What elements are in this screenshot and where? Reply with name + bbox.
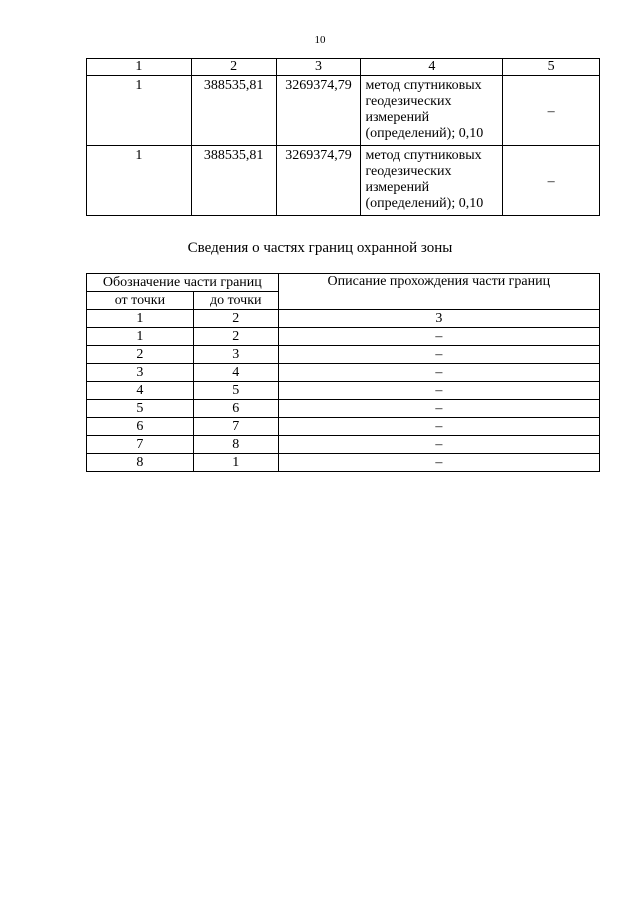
coordinate-y: 3269374,79 — [276, 146, 361, 216]
to-point: 3 — [193, 346, 278, 364]
part-description: – — [278, 436, 599, 454]
table-row — [87, 454, 600, 472]
method-line: (определений); 0,10 — [365, 196, 484, 211]
table-row — [87, 382, 600, 400]
from-point: 2 — [87, 346, 194, 364]
header-from-point: от точки — [87, 292, 194, 310]
part-description: – — [278, 400, 599, 418]
from-point: 8 — [87, 454, 194, 472]
method-line: (определений); 0,10 — [365, 126, 484, 141]
table-header-row — [87, 274, 600, 292]
to-point: 1 — [193, 454, 278, 472]
column-5-value: – — [503, 76, 600, 146]
method-line: метод спутниковых — [365, 78, 482, 93]
method-description — [361, 76, 503, 146]
part-description: – — [278, 418, 599, 436]
header-to-point: до точки — [193, 292, 278, 310]
page-number: 10 — [314, 34, 326, 46]
coordinate-x: 388535,81 — [191, 76, 276, 146]
table-row — [87, 146, 600, 216]
column-number: 2 — [191, 59, 276, 76]
method-description — [361, 146, 503, 216]
method-line: измерений — [365, 180, 430, 195]
to-point: 8 — [193, 436, 278, 454]
coordinate-x: 388535,81 — [191, 146, 276, 216]
table-row — [87, 418, 600, 436]
coordinate-y: 3269374,79 — [276, 76, 361, 146]
from-point: 1 — [87, 328, 194, 346]
table-row — [87, 346, 600, 364]
from-point: 3 — [87, 364, 194, 382]
method-line: геодезических — [365, 94, 452, 109]
column-number: 1 — [87, 310, 194, 328]
point-number: 1 — [87, 76, 192, 146]
to-point: 6 — [193, 400, 278, 418]
column-5-value: – — [503, 146, 600, 216]
column-number: 3 — [276, 59, 361, 76]
column-number: 2 — [193, 310, 278, 328]
column-number: 3 — [278, 310, 599, 328]
from-point: 4 — [87, 382, 194, 400]
boundary-parts-table — [86, 273, 600, 472]
coordinates-table — [86, 58, 600, 216]
method-line: геодезических — [365, 164, 452, 179]
to-point: 2 — [193, 328, 278, 346]
column-numbering-row — [87, 310, 600, 328]
to-point: 7 — [193, 418, 278, 436]
from-point: 5 — [87, 400, 194, 418]
header-description: Описание прохождения части границ — [278, 274, 599, 310]
table-row — [87, 76, 600, 146]
table-row — [87, 364, 600, 382]
part-description: – — [278, 346, 599, 364]
to-point: 4 — [193, 364, 278, 382]
table-header-row — [87, 59, 600, 76]
part-description: – — [278, 382, 599, 400]
part-description: – — [278, 364, 599, 382]
method-line: метод спутниковых — [365, 148, 482, 163]
column-number: 5 — [503, 59, 600, 76]
column-number: 4 — [361, 59, 503, 76]
method-line: измерений — [365, 110, 430, 125]
part-description: – — [278, 454, 599, 472]
from-point: 7 — [87, 436, 194, 454]
section-heading: Сведения о частях границ охранной зоны — [187, 240, 453, 256]
to-point: 5 — [193, 382, 278, 400]
table-row — [87, 436, 600, 454]
table-row — [87, 328, 600, 346]
part-description: – — [278, 328, 599, 346]
header-designation: Обозначение части границ — [87, 274, 279, 292]
column-number: 1 — [87, 59, 192, 76]
point-number: 1 — [87, 146, 192, 216]
table-row — [87, 400, 600, 418]
from-point: 6 — [87, 418, 194, 436]
